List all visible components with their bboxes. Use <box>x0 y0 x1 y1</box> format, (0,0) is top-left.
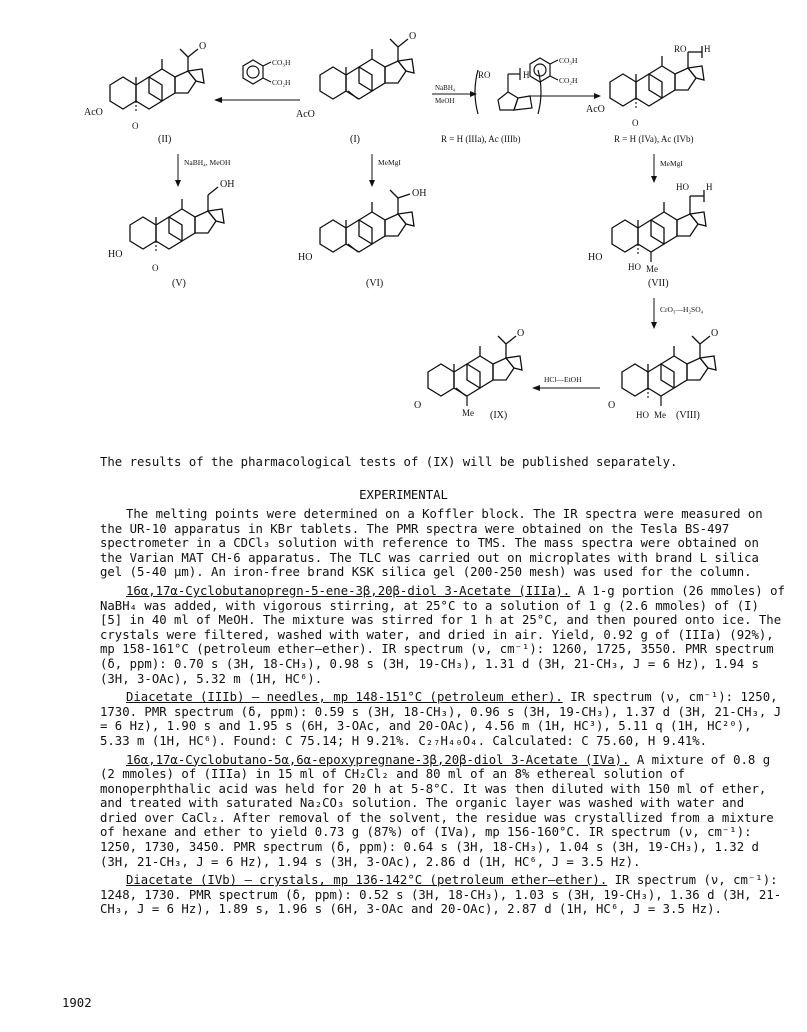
compound-VIII-structure <box>608 328 718 411</box>
compound-V-structure <box>108 179 234 273</box>
compound-VII-structure <box>588 190 706 274</box>
svg-text:HO: HO <box>588 252 603 263</box>
svg-text:CO₃H: CO₃H <box>272 58 291 67</box>
compound-IV-structure <box>586 46 704 128</box>
paragraph-title: 16α,17α-Cyclobutanopregn-5-ene-3β,20β-diol 3-Acetate (IIIa). <box>126 583 571 598</box>
reagent-hcl-etoh: HCl—EtOH <box>544 375 582 384</box>
svg-text:HO: HO <box>298 252 313 263</box>
compound-IX-structure <box>414 328 524 418</box>
svg-text:AcO: AcO <box>296 109 315 120</box>
svg-text:H: H <box>704 44 711 54</box>
section-heading: EXPERIMENTAL <box>359 488 448 502</box>
paragraph-title: 16α,17α-Cyclobutano-5α,6α-epoxypregnane-3β,20β-diol 3-Acetate (IVa). <box>126 752 630 767</box>
svg-text:H: H <box>706 182 713 192</box>
svg-text:CO₃H: CO₃H <box>559 56 578 65</box>
aco-label: AcO <box>84 107 103 118</box>
reagent-nabh4-meoh: NaBH₄, MeOH <box>184 158 231 167</box>
monoperphthalic-acid-structure <box>243 58 291 87</box>
paragraph-methods: The melting points were determined on a Koffler block. The IR spectra were measured on the UR-10 apparatus in KBr tablets. The PMR spectra were obtained on the Tesla BS-497 spectrometer in a CDCl₃ solution with reference to TMS. The mass spectra were obtained on the Varian MAT CH-6 apparatus. The TLC was carried out on microplates with brand L silica gel (5-40 μm). An iron-free brand KSK silica gel (200-250 mesh) was used for the column. <box>100 507 763 580</box>
iiia-iiib-label: R = H (IIIa), Ac (IIIb) <box>441 134 521 144</box>
svg-text:O: O <box>414 400 422 411</box>
experimental-body <box>100 507 785 921</box>
svg-text:O: O <box>711 328 719 339</box>
svg-text:RO: RO <box>674 44 687 54</box>
compound-VI-structure <box>298 188 426 263</box>
compound-V-label: (V) <box>172 278 186 289</box>
svg-text:CO₂H: CO₂H <box>559 76 578 85</box>
reagent-meoh: MeOH <box>435 97 455 105</box>
svg-text:CO₂H: CO₂H <box>272 78 291 87</box>
paragraph-title: Diacetate (IVb) — crystals, mp 136-142°C (petroleum ether—ether). <box>126 873 608 888</box>
reagent-cro3-h2so4: CrO₃—H₂SO₄ <box>660 305 704 314</box>
pharmacology-note: The results of the pharmacological tests of (IX) will be published separately. <box>100 455 678 469</box>
iva-ivb-label: R = H (IVa), Ac (IVb) <box>614 134 694 144</box>
reagent-memgi: MeMgI <box>378 158 401 167</box>
svg-text:O: O <box>409 31 417 42</box>
paragraph-iiia: 16α,17α-Cyclobutanopregn-5-ene-3β,20β-diol 3-Acetate (IIIa). A 1-g portion (26 mmoles) of NaBH₄ was added, with vigorous stirring, at 25°C to a solution of 1 g (2.6 mmoles) of (I) [5] in 40 ml of MeOH. The mixture was stirred for 1 h at 25°C, and then poured onto ice. The crystals were filtered, washed with water, and dried in air. Yield, 0.92 g of (IIIa) (92%), mp 158-161°C (petroleum ether—ether). IR spectrum (ν, cm⁻¹): 1260, 1725, 3550. PMR spectrum (δ, ppm): 0.70 s (3H, 18-CH₃), 0.98 s (3H, 19-CH₃), 1.31 d (3H, 21-CH₃, J = 6 Hz), 1.94 s (3H, 3-OAc), 5.32 m (1H, HC⁶). <box>100 583 785 686</box>
svg-text:Me: Me <box>654 410 666 420</box>
paragraph-ivb: Diacetate (IVb) — crystals, mp 136-142°C (petroleum ether—ether). IR spectrum (ν, cm⁻¹): 1248, 1730. PMR spectrum (δ, ppm): 0.52 s (3H, 18-CH₃), 1.03 s (3H, 19-CH₃), 1.36 d (3H, 21-CH₃, J = 6 Hz), 1.89 s, 1.96 s (6H, 3-OAc and 20-OAc), 2.87 d (1H, HC⁶, J = 3.5 Hz). <box>100 873 782 917</box>
compound-VII-label: (VII) <box>648 278 669 289</box>
compound-VI-label: (VI) <box>366 278 384 289</box>
svg-text:H: H <box>523 70 530 80</box>
svg-text:Me: Me <box>646 264 658 274</box>
page-number: 1902 <box>62 996 92 1010</box>
svg-text:O: O <box>199 41 207 52</box>
paragraph-iiib: Diacetate (IIIb) — needles, mp 148-151°C (petroleum ether). IR spectrum (ν, cm⁻¹): 1250, 1730. PMR spectrum (δ, ppm): 0.59 s (3H, 18-CH₃), 0.96 s (3H, 19-CH₃), 1.37 d (3H, 21-CH₃, J = 6 Hz), 1.90 s and 1.95 s (6H, 3-OAc, and 20-OAc), 4.56 m (1H, HC³), 5.11 q (1H, HC²⁰), 5.33 m (1H, HC⁶). Found: C 75.14; H 9.21%. C₂₇H₄₀O₄. Calculated: C 75.60, H 9.41%. <box>100 690 782 748</box>
svg-text:AcO: AcO <box>586 104 605 115</box>
paragraph-title: Diacetate (IIIb) — needles, mp 148-151°C (petroleum ether). <box>126 690 563 705</box>
reagent-memgi-2: MeMgI <box>660 159 683 168</box>
compound-I-label: (I) <box>350 134 360 145</box>
svg-text:O: O <box>632 118 639 128</box>
svg-text:OH: OH <box>220 179 235 190</box>
svg-text:Me: Me <box>462 408 474 418</box>
paragraph-iva: 16α,17α-Cyclobutano-5α,6α-epoxypregnane-3β,20β-diol 3-Acetate (IVa). A mixture of 0.8 g (2 mmoles) of (IIIa) in 15 ml of CH₂Cl₂ and 80 ml of an 8% ethereal solution of monoperphthalic acid was held for 20 h at 5-8°C. It was then diluted with 150 ml of ether, and treated with saturated Na₂CO₃ solution. The organic layer was washed with water and dried over CaCl₂. After removal of the solvent, the residue was crystallized from a mixture of hexane and ether to yield 0.73 g (87%) of (IVa), mp 156-160°C. IR spectrum (ν, cm⁻¹): 1250, 1730, 3450. PMR spectrum (δ, ppm): 0.64 s (3H, 18-CH₃), 1.04 s (3H, 19-CH₃), 1.32 d (3H, 21-CH₃, J = 6 Hz), 1.94 s (3H, 3-OAc), 2.86 d (1H, HC⁶, J = 3.5 Hz). <box>100 752 774 869</box>
svg-text:O: O <box>517 328 525 339</box>
svg-text:HO: HO <box>108 249 123 260</box>
monoperphthalic-acid-structure-2 <box>530 56 578 85</box>
reagent-nabh4: NaBH₄ <box>435 84 456 92</box>
reaction-scheme <box>0 0 807 450</box>
svg-text:RO: RO <box>478 70 491 80</box>
compound-IX-label: (IX) <box>490 410 508 421</box>
svg-text:HO: HO <box>636 410 649 420</box>
compound-II-label: (II) <box>158 134 172 145</box>
svg-text:HO: HO <box>676 182 689 192</box>
svg-text:O: O <box>608 400 616 411</box>
compound-VIII-label: (VIII) <box>676 410 700 421</box>
svg-text:HO: HO <box>628 262 641 272</box>
svg-text:O: O <box>152 263 159 273</box>
compound-II-structure <box>84 41 206 131</box>
compound-I-structure <box>296 31 416 120</box>
svg-text:OH: OH <box>412 188 427 199</box>
svg-text:O: O <box>132 121 139 131</box>
